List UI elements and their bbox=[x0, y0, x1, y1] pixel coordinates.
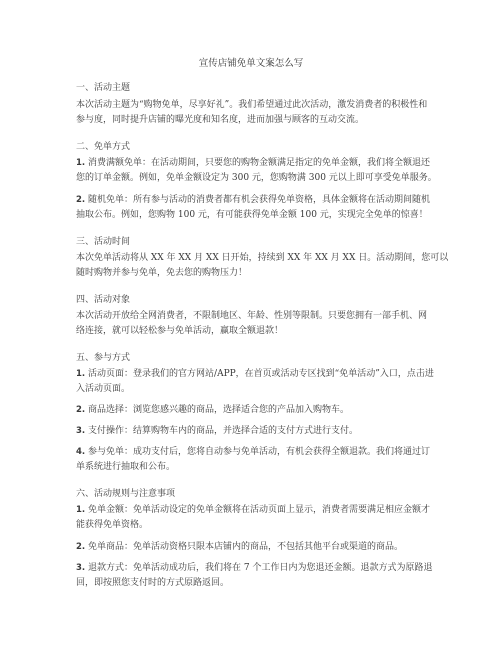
section-heading-method: 二、免单方式 bbox=[76, 142, 131, 152]
paragraph-line: 本次免单活动将从 XX 年 XX 月 XX 日开始，持续到 XX 年 XX 月 XX 日。活动期间，您可以 bbox=[76, 253, 449, 263]
item-text-line: 参与免单：成功支付后，您将自动参与免单活动，有机会获得全额退款。我们将通过订 bbox=[88, 447, 431, 457]
item-text-line: 回，即按照您支付时的方式原路返回。 bbox=[76, 578, 230, 588]
list-item bbox=[76, 193, 430, 223]
list-item bbox=[76, 367, 434, 397]
item-text-line: 支付操作：结算购物车内的商品，并选择合适的支付方式进行支付。 bbox=[88, 426, 359, 436]
list-item bbox=[76, 540, 430, 555]
paragraph-line: 本次活动开放给全网消费者，不限制地区、年龄、性别等限制。只要您拥有一部手机、网 bbox=[76, 311, 428, 321]
list-item bbox=[76, 403, 430, 418]
item-text-line: 能获得免单资格。 bbox=[76, 520, 149, 530]
item-text-line: 入活动页面。 bbox=[76, 384, 131, 394]
list-item bbox=[76, 156, 437, 186]
item-number: 3. bbox=[76, 563, 86, 573]
list-item bbox=[76, 445, 430, 475]
document-title: 宣传店铺免单文案怎么写 bbox=[198, 58, 304, 69]
item-text-line: 抽取公布。例如，您购物 100 元，有可能获得免单金额 100 元，实现完全免单的惊喜！ bbox=[76, 210, 428, 220]
item-text-line: 单系统进行抽取和公布。 bbox=[76, 462, 176, 472]
item-number: 2. bbox=[76, 195, 86, 205]
paragraph-line: 本次活动主题为“购物免单，尽享好礼”。我们希望通过此次活动，激发消费者的积极性和 bbox=[76, 100, 428, 110]
section-body-theme bbox=[76, 98, 430, 128]
item-text-line: 商品选择：浏览您感兴趣的商品，选择适合您的产品加入购物车。 bbox=[88, 405, 350, 415]
paragraph-line: 参与度，同时提升店铺的曝光度和知名度，进而加强与顾客的互动交流。 bbox=[76, 115, 365, 125]
section-heading-rules: 六、活动规则与注意事项 bbox=[76, 489, 176, 499]
item-text-line: 活动页面：登录我们的官方网站/APP，在首页或活动专区找到“免单活动”入口，点击进 bbox=[88, 369, 434, 379]
item-text-line: 消费满额免单：在活动期间，只要您的购物金额满足指定的免单金额，我们将全额退还 bbox=[88, 158, 431, 168]
section-heading-theme: 一、活动主题 bbox=[76, 83, 131, 93]
item-number: 2. bbox=[76, 405, 86, 415]
item-number: 4. bbox=[76, 447, 86, 457]
list-item bbox=[76, 424, 430, 439]
paragraph-line: 络连接，就可以轻松参与免单活动，赢取全额退款！ bbox=[76, 326, 284, 336]
item-number: 2. bbox=[76, 542, 86, 552]
item-number: 1. bbox=[76, 158, 86, 168]
section-heading-audience: 四、活动对象 bbox=[76, 295, 131, 305]
item-text-line: 您的订单金额。例如，免单金额设定为 300 元，您购物满 300 元以上即可享受免单服务。 bbox=[76, 173, 437, 183]
item-number: 1. bbox=[76, 505, 86, 515]
item-number: 3. bbox=[76, 426, 86, 436]
item-text-line: 退款方式：免单活动成功后，我们将在 7 个工作日内为您退还金额。退款方式为原路退 bbox=[88, 563, 433, 573]
list-item bbox=[76, 561, 433, 591]
list-item bbox=[76, 503, 430, 533]
section-heading-participation: 五、参与方式 bbox=[76, 353, 131, 363]
section-body-audience bbox=[76, 309, 430, 339]
item-number: 1. bbox=[76, 369, 86, 379]
paragraph-line: 随时购物并参与免单，免去您的购物压力！ bbox=[76, 268, 248, 278]
section-body-time bbox=[76, 251, 449, 281]
item-text-line: 免单金额：免单活动设定的免单金额将在活动页面上显示，消费者需要满足相应金额才 bbox=[88, 505, 431, 515]
section-heading-time: 三、活动时间 bbox=[76, 237, 131, 247]
item-text-line: 免单商品：免单活动资格只限本店铺内的商品，不包括其他平台或渠道的商品。 bbox=[88, 542, 404, 552]
item-text-line: 随机免单：所有参与活动的消费者都有机会获得免单资格，具体金额将在活动期间随机 bbox=[88, 195, 431, 205]
